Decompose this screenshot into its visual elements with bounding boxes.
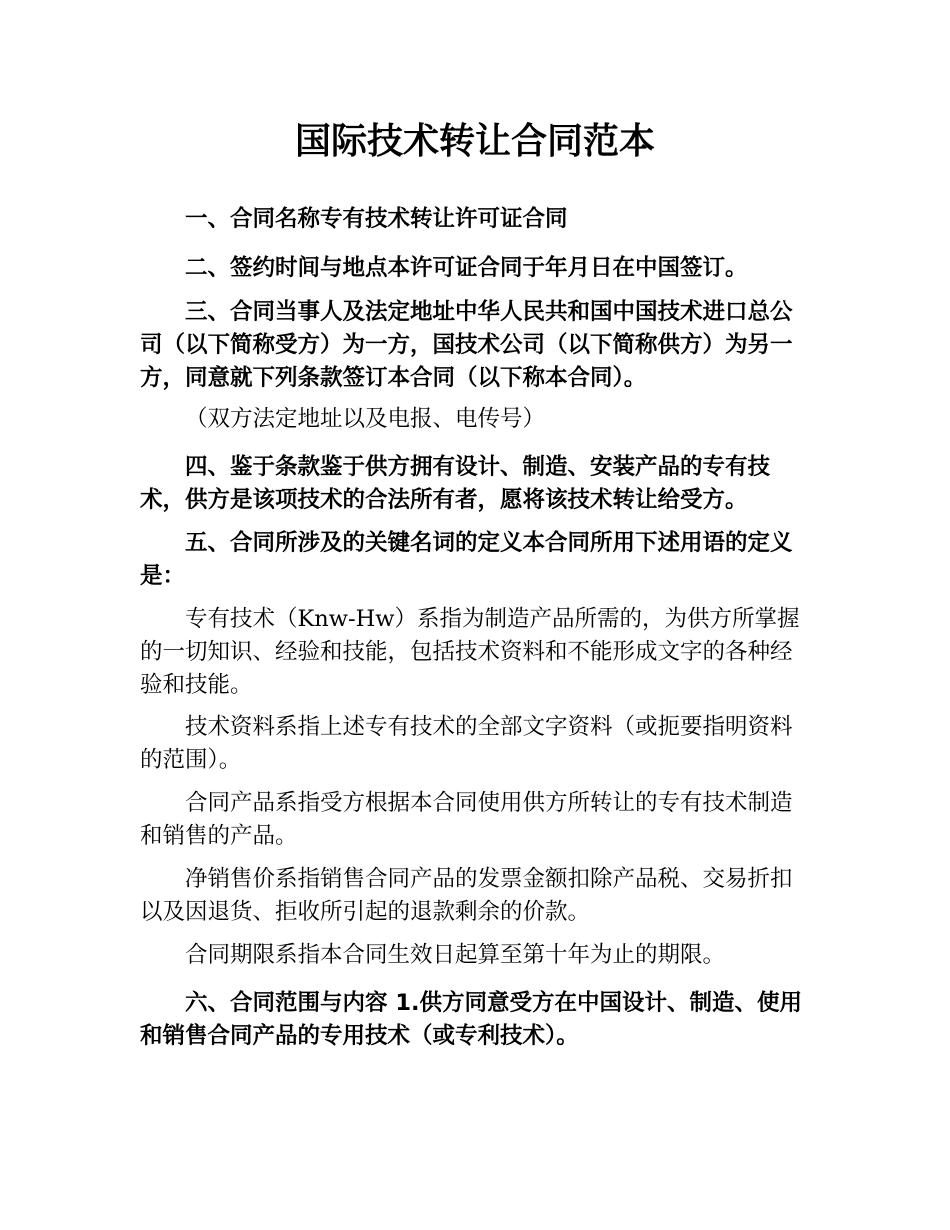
definition-contract-term: 合同期限系指本合同生效日起算至第十年为止的期限。 (185, 942, 726, 968)
section-3-address-note: （双方法定地址以及电报、电传号） (185, 406, 546, 432)
definition-net-selling-price: 净销售价系指销售合同产品的发票金额扣除产品税、交易折扣以及因退货、拒收所引起的退款剩余的价款。 (140, 866, 793, 925)
definition-contract-products: 合同产品系指受方根据本合同使用供方所转让的专有技术制造和销售的产品。 (140, 790, 793, 849)
document-title: 国际技术转让合同范本 (294, 121, 655, 162)
section-6-scope: 六、合同范围与内容 1.供方同意受方在中国设计、制造、使用和销售合同产品的专用技术（或专利技术）。 (140, 990, 803, 1049)
definition-technical-data: 技术资料系指上述专有技术的全部文字资料（或扼要指明资料的范围）。 (140, 714, 793, 773)
section-2-signing-time-place: 二、签约时间与地点本许可证合同于年月日在中国签订。 (185, 255, 748, 281)
section-5-definitions-heading: 五、合同所涉及的关键名词的定义本合同所用下述用语的定义是： (140, 530, 793, 589)
definition-know-how: 专有技术（Knw-Hw）系指为制造产品所需的，为供方所掌握的一切知识、经验和技能，包括技术资料和不能形成文字的各种经验和技能。 (140, 606, 800, 698)
section-3-parties: 三、合同当事人及法定地址中华人民共和国中国技术进口总公司（以下简称受方）为一方，国技术公司（以下简称供方）为另一方，同意就下列条款签订本合同（以下称本合同）。 (140, 299, 793, 391)
section-4-recitals: 四、鉴于条款鉴于供方拥有设计、制造、安装产品的专有技术，供方是该项技术的合法所有者，愿将该技术转让给受方。 (140, 454, 771, 513)
section-1-contract-name: 一、合同名称专有技术转让许可证合同 (185, 206, 568, 232)
